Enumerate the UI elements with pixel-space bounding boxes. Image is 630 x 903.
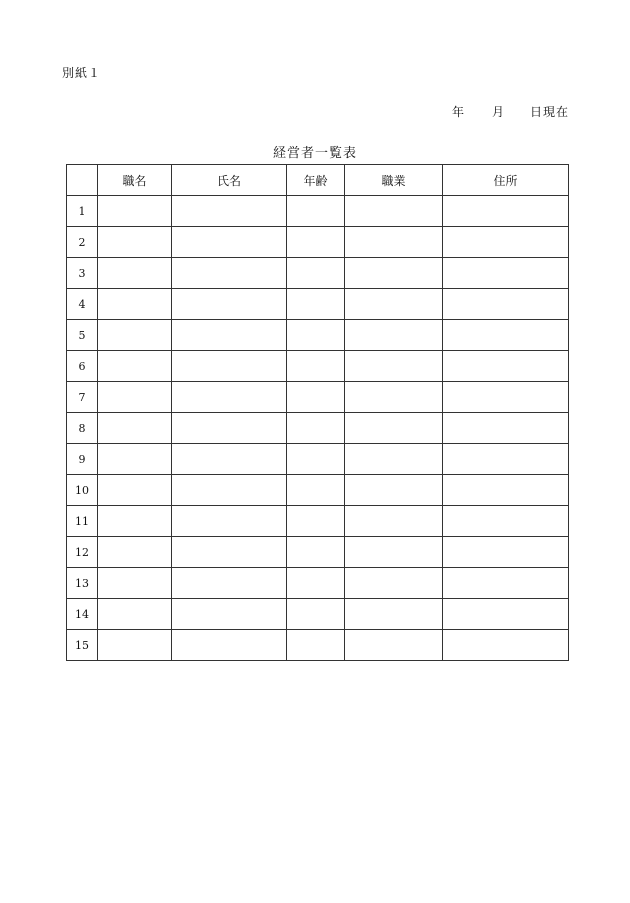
age-cell[interactable] <box>287 630 345 661</box>
row-number: 2 <box>67 227 98 258</box>
occupation-cell[interactable] <box>345 630 443 661</box>
position-cell[interactable] <box>98 227 172 258</box>
address-cell[interactable] <box>443 382 569 413</box>
address-cell[interactable] <box>443 537 569 568</box>
occupation-cell[interactable] <box>345 568 443 599</box>
occupation-cell[interactable] <box>345 537 443 568</box>
name-cell[interactable] <box>172 382 287 413</box>
row-number: 8 <box>67 413 98 444</box>
position-cell[interactable] <box>98 351 172 382</box>
as-of-date-line <box>452 103 572 119</box>
header-occupation: 職業 <box>345 165 443 196</box>
table-row <box>67 382 569 413</box>
occupation-cell[interactable] <box>345 506 443 537</box>
table-row <box>67 599 569 630</box>
address-cell[interactable] <box>443 351 569 382</box>
age-cell[interactable] <box>287 444 345 475</box>
name-cell[interactable] <box>172 413 287 444</box>
row-number: 3 <box>67 258 98 289</box>
age-cell[interactable] <box>287 320 345 351</box>
table-row <box>67 320 569 351</box>
row-number: 4 <box>67 289 98 320</box>
row-number: 6 <box>67 351 98 382</box>
position-cell[interactable] <box>98 320 172 351</box>
date-year-label: 年 <box>452 105 465 119</box>
position-cell[interactable] <box>98 568 172 599</box>
table-row <box>67 537 569 568</box>
address-cell[interactable] <box>443 630 569 661</box>
address-cell[interactable] <box>443 227 569 258</box>
position-cell[interactable] <box>98 537 172 568</box>
position-cell[interactable] <box>98 196 172 227</box>
row-number: 9 <box>67 444 98 475</box>
address-cell[interactable] <box>443 258 569 289</box>
header-position: 職名 <box>98 165 172 196</box>
row-number: 15 <box>67 630 98 661</box>
table-row <box>67 258 569 289</box>
name-cell[interactable] <box>172 506 287 537</box>
age-cell[interactable] <box>287 382 345 413</box>
address-cell[interactable] <box>443 568 569 599</box>
table-row <box>67 413 569 444</box>
age-cell[interactable] <box>287 506 345 537</box>
table-row <box>67 475 569 506</box>
name-cell[interactable] <box>172 258 287 289</box>
occupation-cell[interactable] <box>345 475 443 506</box>
executive-list-table <box>66 164 569 661</box>
position-cell[interactable] <box>98 258 172 289</box>
occupation-cell[interactable] <box>345 320 443 351</box>
age-cell[interactable] <box>287 475 345 506</box>
table-header-row <box>67 165 569 196</box>
position-cell[interactable] <box>98 475 172 506</box>
occupation-cell[interactable] <box>345 289 443 320</box>
attachment-label: 別紙１ <box>62 66 102 80</box>
name-cell[interactable] <box>172 320 287 351</box>
name-cell[interactable] <box>172 289 287 320</box>
position-cell[interactable] <box>98 630 172 661</box>
row-number: 5 <box>67 320 98 351</box>
name-cell[interactable] <box>172 599 287 630</box>
row-number: 1 <box>67 196 98 227</box>
age-cell[interactable] <box>287 227 345 258</box>
address-cell[interactable] <box>443 475 569 506</box>
occupation-cell[interactable] <box>345 351 443 382</box>
header-name: 氏名 <box>172 165 287 196</box>
position-cell[interactable] <box>98 599 172 630</box>
header-age: 年齢 <box>287 165 345 196</box>
age-cell[interactable] <box>287 537 345 568</box>
row-number: 12 <box>67 537 98 568</box>
name-cell[interactable] <box>172 475 287 506</box>
address-cell[interactable] <box>443 320 569 351</box>
age-cell[interactable] <box>287 196 345 227</box>
position-cell[interactable] <box>98 413 172 444</box>
address-cell[interactable] <box>443 599 569 630</box>
header-address: 住所 <box>443 165 569 196</box>
header-number <box>67 165 98 196</box>
table-row <box>67 506 569 537</box>
table-row <box>67 630 569 661</box>
name-cell[interactable] <box>172 227 287 258</box>
name-cell[interactable] <box>172 630 287 661</box>
row-number: 10 <box>67 475 98 506</box>
address-cell[interactable] <box>443 289 569 320</box>
name-cell[interactable] <box>172 351 287 382</box>
age-cell[interactable] <box>287 289 345 320</box>
age-cell[interactable] <box>287 258 345 289</box>
name-cell[interactable] <box>172 196 287 227</box>
address-cell[interactable] <box>443 506 569 537</box>
age-cell[interactable] <box>287 568 345 599</box>
table-row <box>67 289 569 320</box>
row-number: 11 <box>67 506 98 537</box>
address-cell[interactable] <box>443 196 569 227</box>
occupation-cell[interactable] <box>345 444 443 475</box>
age-cell[interactable] <box>287 599 345 630</box>
table-row <box>67 568 569 599</box>
position-cell[interactable] <box>98 382 172 413</box>
row-number: 13 <box>67 568 98 599</box>
occupation-cell[interactable] <box>345 382 443 413</box>
table-row <box>67 227 569 258</box>
table-body <box>67 196 569 661</box>
document-title: 経営者一覧表 <box>272 146 357 161</box>
age-cell[interactable] <box>287 351 345 382</box>
address-cell[interactable] <box>443 413 569 444</box>
address-cell[interactable] <box>443 444 569 475</box>
row-number: 7 <box>67 382 98 413</box>
date-day-label: 日現在 <box>530 105 570 119</box>
date-month-label: 月 <box>492 105 505 119</box>
name-cell[interactable] <box>172 568 287 599</box>
row-number: 14 <box>67 599 98 630</box>
occupation-cell[interactable] <box>345 413 443 444</box>
occupation-cell[interactable] <box>345 599 443 630</box>
position-cell[interactable] <box>98 506 172 537</box>
table-row <box>67 196 569 227</box>
name-cell[interactable] <box>172 537 287 568</box>
table-row <box>67 351 569 382</box>
name-cell[interactable] <box>172 444 287 475</box>
occupation-cell[interactable] <box>345 196 443 227</box>
occupation-cell[interactable] <box>345 227 443 258</box>
position-cell[interactable] <box>98 289 172 320</box>
position-cell[interactable] <box>98 444 172 475</box>
occupation-cell[interactable] <box>345 258 443 289</box>
age-cell[interactable] <box>287 413 345 444</box>
table-row <box>67 444 569 475</box>
